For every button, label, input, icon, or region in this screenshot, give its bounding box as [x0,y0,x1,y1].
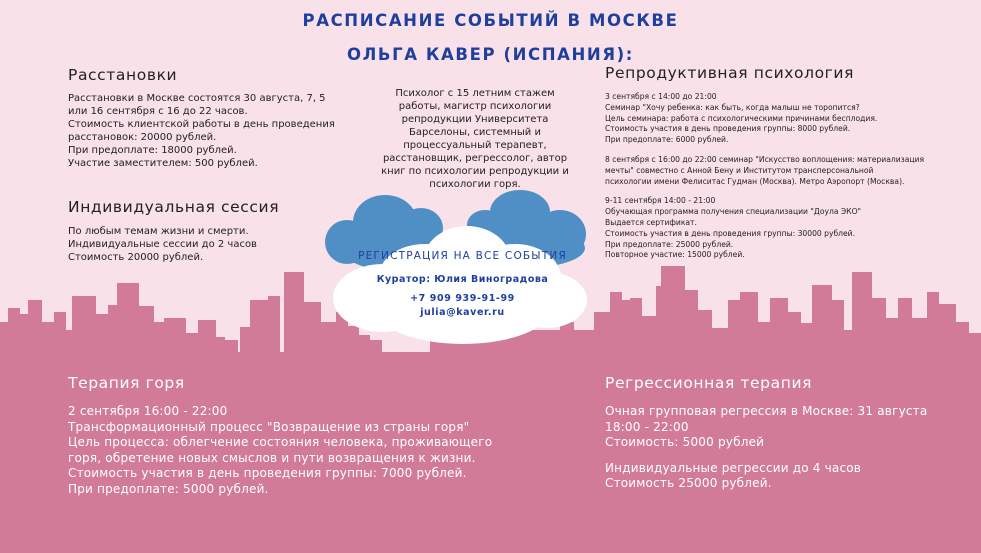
regression-therapy-section [605,374,975,492]
grief-therapy-line: Трансформационный процесс "Возвращение из страны горя" [68,419,470,434]
grief-therapy-section [68,374,493,498]
individual-session-line: По любым темам жизни и смерти. [68,226,249,237]
registration-email[interactable]: julia@kaver.ru [420,307,505,318]
bio-line: психологии горя. [429,179,521,190]
regression-therapy-line: Стоимость: 5000 рублей [605,435,765,450]
regression-therapy-line: Очная групповая регрессия в Москве: 31 августа [605,404,928,418]
regression-therapy-heading: Регрессионная терапия [605,374,813,392]
cloud-illustration [325,190,595,350]
grief-therapy-line: Стоимость участия в день проведения группы: 7000 рублей. [68,466,467,481]
grief-therapy-line: При предоплате: 5000 рублей. [68,481,269,496]
grief-therapy-line: Цель процесса: облегчение состояния человека, проживающего [68,435,493,450]
reproductive-line: При предоплате: 25000 рублей. [605,239,734,249]
page-subtitle: ОЛЬГА КАВЕР (ИСПАНИЯ): [347,45,634,64]
regression-therapy-line: Индивидуальные регрессии до 4 часов [605,460,862,475]
grief-therapy-line: горя, обретение новых смыслов и пути возвращения к жизни. [68,450,476,465]
reproductive-line: Обучающая программа получения специализации "Доула ЭКО" [605,207,862,217]
bio-text [350,87,600,191]
grief-therapy-heading: Терапия горя [68,374,185,392]
bio-line: Барселоны, системный и [409,127,541,138]
bio-line: расстановщик, регрессолог, автор [382,153,568,164]
registration-title: РЕГИСТРАЦИЯ НА ВСЕ СОБЫТИЯ [358,250,567,262]
bio-line: книг по психологии репродукции и [381,166,569,177]
registration-phone[interactable]: +7 909 939-91-99 [410,293,515,304]
bio-line: Психолог с 15 летним стажем [395,88,555,99]
reproductive-line: Цель семинара: работа с психологическими причинами бесплодия. [605,113,878,123]
constellations-section [68,66,348,170]
bio-line: репродукции Университета [401,114,549,125]
curator-name: Куратор: Юлия Виноградова [376,274,549,285]
reproductive-line: 3 сентября с 14:00 до 21:00 [605,92,717,101]
reproductive-line: Стоимость участия в день проведения группы: 30000 рублей. [605,228,856,238]
bio-line: процессуальный терапевт, [403,140,547,151]
page-title: РАСПИСАНИЕ СОБЫТИЙ В МОСКВЕ [302,11,679,30]
reproductive-line: 9-11 сентября 14:00 - 21:00 [605,196,716,206]
reproductive-line: Повторное участие: 15000 рублей. [605,250,745,260]
reproductive-line: 8 сентября с 16:00 до 22:00 семинар "Искусство воплощения: материализация [605,154,925,164]
regression-therapy-line: 18:00 - 22:00 [605,419,689,434]
reproductive-line: Стоимость участия в день проведения группы: 8000 рублей. [605,124,851,134]
reproductive-line: При предоплате: 6000 рублей. [605,135,729,145]
bio-line: работы, магистр психологии [398,101,552,112]
constellations-line: или 16 сентября с 16 до 22 часов. [68,106,248,117]
reproductive-line: мечты" совместно с Анной Бену и Институтом трансперсональной [605,165,874,175]
constellations-line: При предоплате: 18000 рублей. [68,145,237,156]
constellations-heading: Расстановки [68,66,178,84]
constellations-line: расстановок: 20000 рублей. [68,132,217,143]
reproductive-section [605,64,975,261]
reproductive-line: Семинар "Хочу ребенка: как быть, когда малыш не торопится? [605,102,860,112]
reproductive-heading: Репродуктивная психология [605,64,855,82]
individual-session-line: Индивидуальные сессии до 2 часов [68,239,257,250]
individual-session-section [68,198,348,264]
constellations-line: Стоимость клиентской работы в день проведения [68,119,335,130]
grief-therapy-line: 2 сентября 16:00 - 22:00 [68,404,228,418]
regression-therapy-line: Стоимость 25000 рублей. [605,476,772,491]
reproductive-line: Выдается сертификат. [605,217,697,227]
reproductive-line: психологии имени Фелиситас Гудман (Москва). Метро Аэропорт (Москва). [605,176,905,186]
constellations-line: Участие заместителем: 500 рублей. [68,158,258,169]
constellations-line: Расстановки в Москве состоятся 30 августа, 7, 5 [68,93,326,104]
individual-session-heading: Индивидуальная сессия [68,198,280,216]
individual-session-line: Стоимость 20000 рублей. [68,252,204,263]
